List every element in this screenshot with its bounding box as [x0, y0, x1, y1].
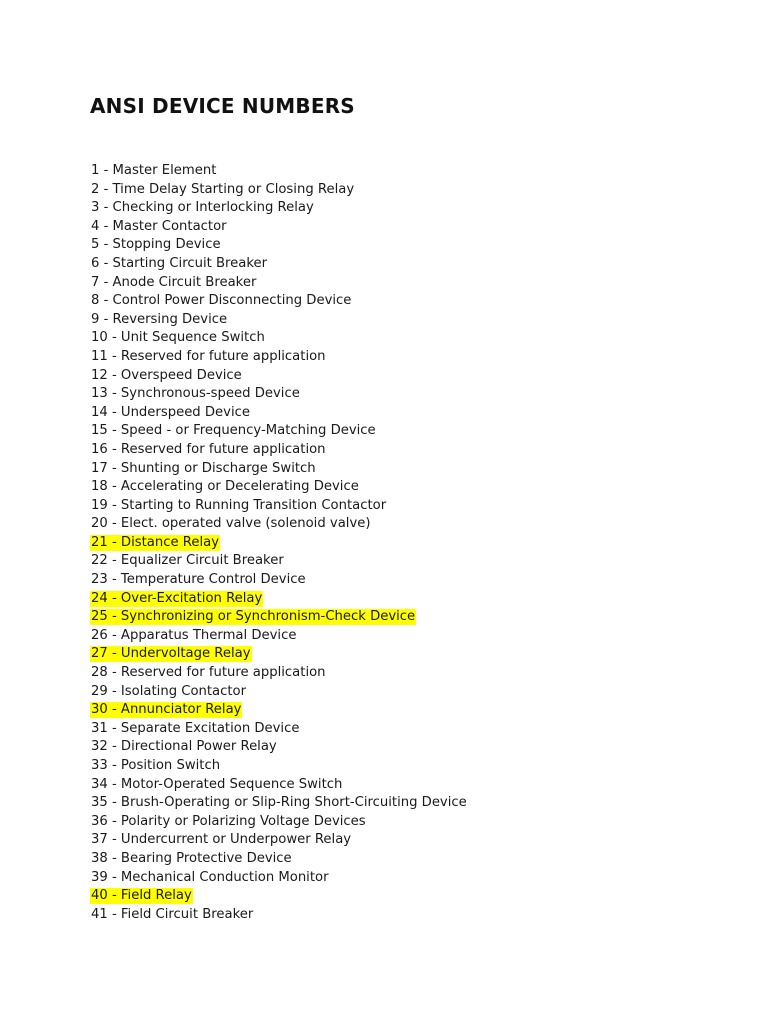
list-item [90, 162, 730, 181]
list-item [90, 274, 730, 293]
list-item [90, 664, 730, 683]
list-item [90, 441, 730, 460]
device-label: 10 - Unit Sequence Switch [91, 330, 265, 346]
device-label: 5 - Stopping Device [91, 237, 221, 253]
list-item [90, 552, 730, 571]
list-item [90, 181, 730, 200]
device-label: 39 - Mechanical Conduction Monitor [91, 869, 329, 885]
device-label: 18 - Accelerating or Decelerating Device [91, 479, 359, 495]
list-item [90, 794, 730, 813]
device-label: 9 - Reversing Device [91, 311, 228, 327]
list-item [90, 348, 730, 367]
device-label: 20 - Elect. operated valve (solenoid valve) [91, 516, 371, 532]
list-item [90, 683, 730, 702]
document-title: ANSI DEVICE NUMBERS [90, 94, 355, 118]
device-label: 2 - Time Delay Starting or Closing Relay [91, 181, 355, 197]
list-item [90, 329, 730, 348]
highlighted-device-label: 21 - Distance Relay [91, 534, 220, 550]
list-item [90, 776, 730, 795]
list-item [90, 869, 730, 888]
list-item [90, 478, 730, 497]
list-item [90, 590, 730, 609]
list-item [90, 460, 730, 479]
device-label: 37 - Undercurrent or Underpower Relay [91, 832, 352, 848]
device-label: 38 - Bearing Protective Device [91, 850, 292, 866]
device-label: 14 - Underspeed Device [91, 404, 250, 420]
list-item [90, 236, 730, 255]
device-label: 8 - Control Power Disconnecting Device [91, 293, 352, 309]
device-number-list [90, 162, 730, 924]
highlighted-device-label: 30 - Annunciator Relay [91, 702, 242, 718]
highlighted-device-label: 24 - Over-Excitation Relay [91, 590, 263, 606]
device-label: 3 - Checking or Interlocking Relay [91, 200, 314, 216]
list-item [90, 627, 730, 646]
device-label: 6 - Starting Circuit Breaker [91, 255, 268, 271]
device-label: 34 - Motor-Operated Sequence Switch [91, 776, 343, 792]
list-item [90, 757, 730, 776]
device-label: 41 - Field Circuit Breaker [91, 906, 254, 922]
list-item [90, 887, 730, 906]
list-item [90, 701, 730, 720]
device-label: 19 - Starting to Running Transition Contactor [91, 497, 387, 513]
device-label: 16 - Reserved for future application [91, 441, 326, 457]
list-item [90, 404, 730, 423]
list-item [90, 292, 730, 311]
list-item [90, 571, 730, 590]
device-label: 29 - Isolating Contactor [91, 683, 247, 699]
list-item [90, 534, 730, 553]
list-item [90, 385, 730, 404]
list-item [90, 608, 730, 627]
list-item [90, 645, 730, 664]
device-label: 15 - Speed - or Frequency-Matching Device [91, 423, 376, 439]
list-item [90, 367, 730, 386]
device-label: 32 - Directional Power Relay [91, 739, 277, 755]
list-item [90, 831, 730, 850]
device-label: 36 - Polarity or Polarizing Voltage Devices [91, 813, 366, 829]
device-label: 35 - Brush-Operating or Slip-Ring Short-Circuiting Device [91, 795, 467, 811]
highlighted-device-label: 27 - Undervoltage Relay [91, 646, 251, 662]
list-item [90, 311, 730, 330]
device-label: 26 - Apparatus Thermal Device [91, 627, 297, 643]
device-label: 28 - Reserved for future application [91, 665, 326, 681]
list-item [90, 422, 730, 441]
device-label: 1 - Master Element [91, 163, 217, 178]
device-label: 12 - Overspeed Device [91, 367, 242, 383]
list-item [90, 720, 730, 739]
list-item [90, 906, 730, 925]
device-label: 4 - Master Contactor [91, 218, 227, 234]
device-label: 31 - Separate Excitation Device [91, 720, 300, 736]
device-label: 13 - Synchronous-speed Device [91, 386, 300, 402]
highlighted-device-label: 40 - Field Relay [91, 888, 192, 904]
device-label: 17 - Shunting or Discharge Switch [91, 460, 316, 476]
list-item [90, 850, 730, 869]
document-page [90, 92, 730, 924]
device-label: 33 - Position Switch [91, 758, 221, 773]
list-item [90, 515, 730, 534]
device-label: 23 - Temperature Control Device [91, 572, 306, 588]
list-item [90, 738, 730, 757]
list-item [90, 497, 730, 516]
list-item [90, 199, 730, 218]
device-label: 11 - Reserved for future application [91, 348, 326, 364]
highlighted-device-label: 25 - Synchronizing or Synchronism-Check Device [91, 609, 416, 625]
list-item [90, 255, 730, 274]
device-label: 22 - Equalizer Circuit Breaker [91, 553, 284, 569]
list-item [90, 218, 730, 237]
device-label: 7 - Anode Circuit Breaker [91, 274, 257, 290]
list-item [90, 813, 730, 832]
